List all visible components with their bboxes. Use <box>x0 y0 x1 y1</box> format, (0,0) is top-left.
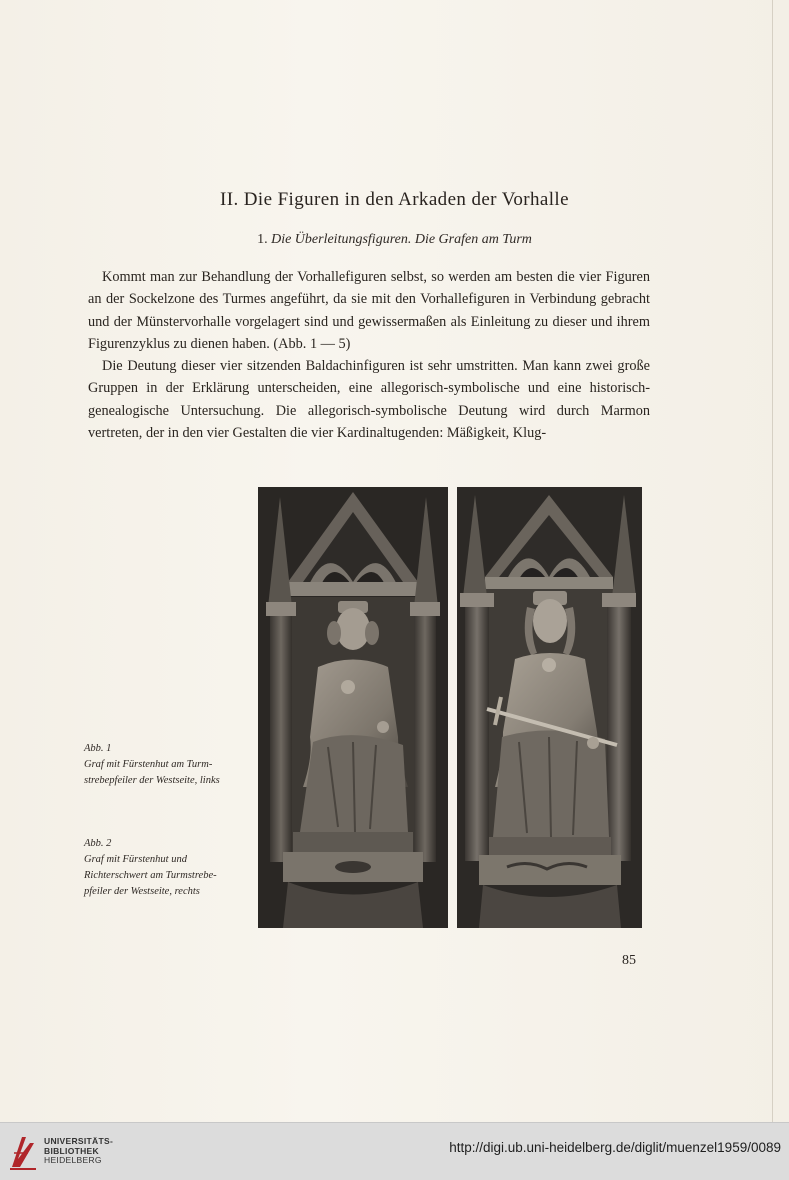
library-name-line-1: UNIVERSITÄTS- <box>44 1136 114 1146</box>
page-number: 85 <box>622 953 636 968</box>
caption-abb1-label: Abb. 1 <box>84 743 112 754</box>
body-text <box>88 266 650 444</box>
caption-abb1 <box>84 741 220 789</box>
figure-abb1-photo <box>258 487 448 928</box>
caption-abb2-line-2: Richterschwert am Turmstrebe- <box>84 870 217 881</box>
page-edge-line <box>772 0 773 1122</box>
sculpture-photo-right <box>457 487 642 928</box>
library-name-line-3: HEIDELBERG <box>44 1155 102 1165</box>
caption-abb2-line-3: pfeiler der Westseite, rechts <box>84 886 200 897</box>
section-subtitle-text: Die Überleitungsfiguren. Die Grafen am Turm <box>271 232 532 247</box>
paragraph-1: Kommt man zur Behandlung der Vorhallefiguren selbst, so werden am besten die vier Figuren an der Sockelzone des Turmes angeführt, da sie mit den Vorhallefiguren in Verbindung gebracht und der Münstervorhalle vorgelagert sind und gewissermaßen als Einleitung zu dieser und ihrem Figurenzyklus zu dienen haben. (Abb. 1 — 5) <box>88 269 650 352</box>
section-subtitle <box>0 232 789 248</box>
sculpture-photo-left <box>258 487 448 928</box>
caption-abb1-line-1: Graf mit Fürstenhut am Turm- <box>84 759 213 770</box>
caption-abb2-line-1: Graf mit Fürstenhut und <box>84 854 187 865</box>
permalink-url[interactable]: http://digi.ub.uni-heidelberg.de/diglit/muenzel1959/0089 <box>449 1140 781 1155</box>
library-name[interactable] <box>44 1137 113 1166</box>
figure-abb2-photo <box>457 487 642 928</box>
library-name-line-2: BIBLIOTHEK <box>44 1145 99 1156</box>
caption-abb1-line-2: strebepfeiler der Westseite, links <box>84 775 220 786</box>
paragraph-2: Die Deutung dieser vier sitzenden Baldachinfiguren ist sehr umstritten. Man kann zwei große Gruppen in der Erklärung unterscheiden, eine allegorisch-symbolische und eine historisch-genealogische Untersuchung. Die allegorisch-symbolische Deutung wird durch Marmon vertreten, der in den vier Gestalten die vier Kardinaltugenden: Mäßigkeit, Klug- <box>88 358 650 442</box>
caption-abb2 <box>84 836 217 900</box>
chapter-title: II. Die Figuren in den Arkaden der Vorhalle <box>220 189 569 210</box>
section-number: 1. <box>257 232 268 247</box>
university-library-logo-icon[interactable] <box>8 1133 38 1171</box>
caption-abb2-label: Abb. 2 <box>84 838 112 849</box>
viewer-footer-bar <box>0 1122 789 1180</box>
